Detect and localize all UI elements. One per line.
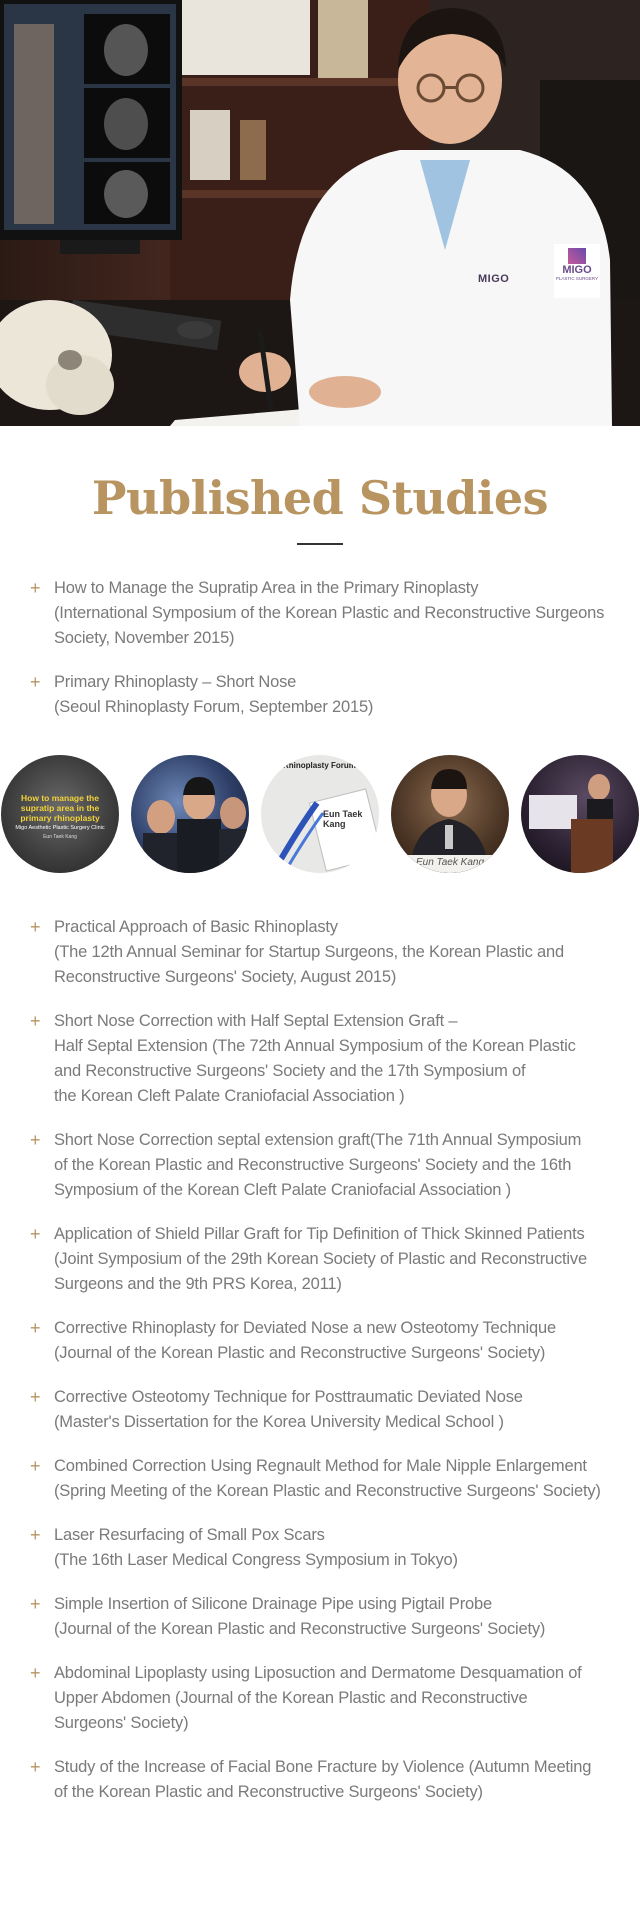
title-divider [297,543,343,545]
forum-title-text: Rhinoplasty Forum 2015 [283,761,376,770]
plus-icon: + [30,672,41,692]
study-text: Simple Insertion of Silicone Drainage Pipe using Pigtail Probe (Journal of the Korean Plastic and Reconstructive Surgeons' Society) [54,1595,546,1638]
studies-list-2 [0,915,640,1824]
plus-icon: + [30,1456,41,1476]
study-text: Corrective Rhinoplasty for Deviated Nose a new Osteotomy Technique (Journal of the Korean Plastic and Reconstructive Surgeons' Society) [54,1319,556,1362]
photo-gallery [0,755,640,873]
study-text: Short Nose Correction with Half Septal Extension Graft – Half Septal Extension (The 72th Annual Symposium of the Korean Plastic and Reconstructive Surgeons' Society and the 17th Symposium of the Korean Cleft Palate Craniofacial Association ) [54,1012,576,1105]
list-item [0,1661,640,1736]
study-text: Short Nose Correction septal extension graft(The 71th Annual Symposium of the Korean Plastic and Reconstructive Surgeons' Society and the 16th Symposium of the Korean Cleft Palate Craniofacial Association ) [54,1131,582,1199]
list-item [0,1222,640,1297]
panel-illustration [131,755,249,873]
list-item [0,670,640,720]
slide-clinic-text: Migo Aesthetic Plastic Surgery Clinic [15,825,105,831]
plus-icon: + [30,578,41,598]
plus-icon: + [30,1224,41,1244]
plus-icon: + [30,1757,41,1777]
study-text: Combined Correction Using Regnault Method for Male Nipple Enlargement (Spring Meeting of the Korean Plastic and Reconstructive Surgeons' Society) [54,1457,601,1500]
badge-logo-text: MIGO [562,264,592,276]
badge-logo-sub: PLASTIC SURGERY [555,276,599,281]
plus-icon: + [30,1663,41,1683]
list-item [0,1316,640,1366]
list-item [0,1128,640,1203]
study-text: Study of the Increase of Facial Bone Fracture by Violence (Autumn Meeting of the Korean Plastic and Reconstructive Surgeons' Society) [54,1758,592,1801]
list-item [0,576,640,651]
badge-icon [568,248,586,264]
list-item [0,1009,640,1109]
speaker-name-text: Eun Taek Kang [391,855,509,873]
podium-illustration [521,755,639,873]
photo-forum-badge [261,755,379,873]
slide-title-text: How to manage the supratip area in the primary rhinoplasty [20,793,100,823]
study-text: Application of Shield Pillar Graft for Tip Definition of Thick Skinned Patients (Joint Symposium of the 29th Korean Society of Plastic and Reconstructive Surgeons and the 9th PRS Korea, 2011) [54,1225,587,1293]
hero-photo [0,0,640,426]
badge-logo [554,244,600,298]
list-item [0,1592,640,1642]
list-item [0,1385,640,1435]
list-item [0,915,640,990]
list-item [0,1454,640,1504]
slide-author-text: Eun Taek Kang [43,834,77,840]
photo-panel-speakers [131,755,249,873]
study-text: Laser Resurfacing of Small Pox Scars (The 16th Laser Medical Congress Symposium in Tokyo) [54,1526,458,1569]
plus-icon: + [30,1387,41,1407]
studies-list-1 [0,576,640,739]
study-text: Corrective Osteotomy Technique for Posttraumatic Deviated Nose (Master's Dissertation for the Korea University Medical School ) [54,1388,523,1431]
study-text: Practical Approach of Basic Rhinoplasty (The 12th Annual Seminar for Startup Surgeons, the Korean Plastic and Reconstructive Surgeons' Society, August 2015) [54,918,564,986]
page-title: Published Studies [91,471,549,525]
study-text: How to Manage the Supratip Area in the Primary Rinoplasty (International Symposium of the Korean Plastic and Reconstructive Surgeons Society, November 2015) [54,579,605,647]
plus-icon: + [30,1525,41,1545]
photo-slide-title [1,755,119,873]
list-item [0,1755,640,1805]
plus-icon: + [30,1594,41,1614]
plus-icon: + [30,917,41,937]
study-text: Primary Rhinoplasty – Short Nose (Seoul Rhinoplasty Forum, September 2015) [54,673,374,716]
badge-name-text: Eun Taek Kang [323,809,363,829]
study-text: Abdominal Lipoplasty using Liposuction and Dermatome Desquamation of Upper Abdomen (Journal of the Korean Plastic and Reconstructive Surgeons' Society) [54,1664,582,1732]
plus-icon: + [30,1318,41,1338]
plus-icon: + [30,1130,41,1150]
photo-speaker-portrait [391,755,509,873]
list-item [0,1523,640,1573]
hero-illustration [0,0,640,426]
coat-logo: MIGO [478,273,510,285]
plus-icon: + [30,1011,41,1031]
photo-podium [521,755,639,873]
